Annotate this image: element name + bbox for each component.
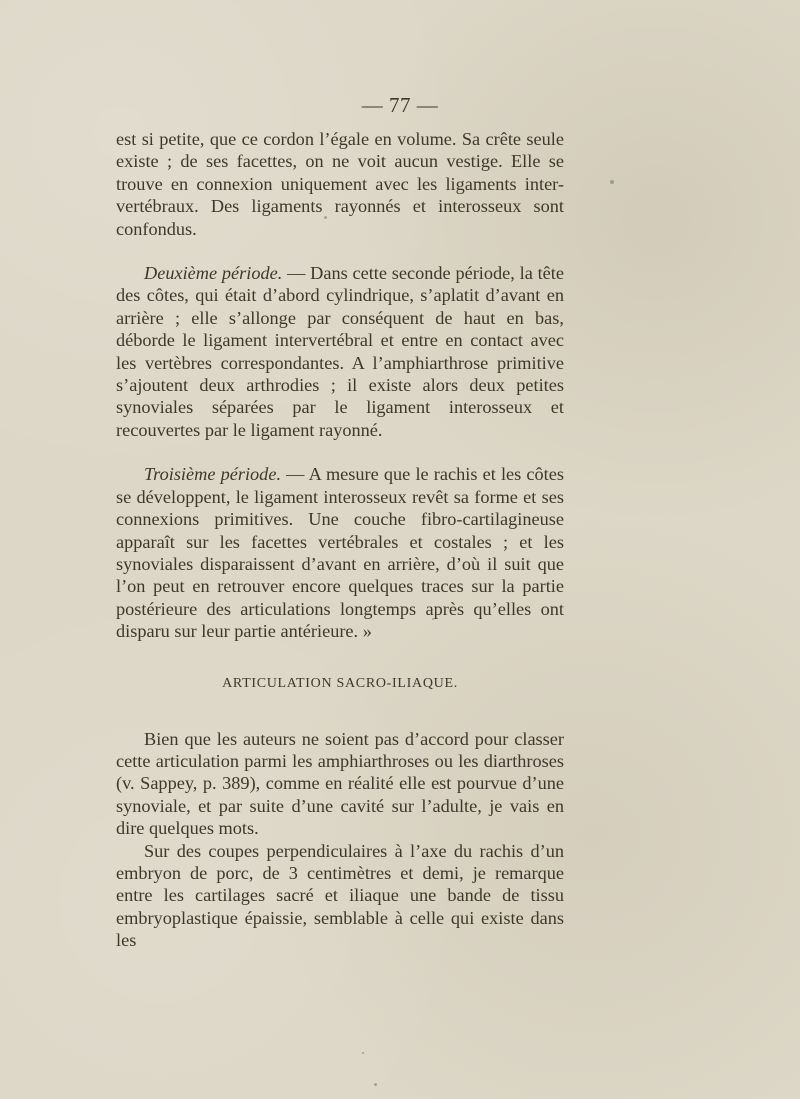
paragraph-5: Sur des coupes perpendiculaires à l’axe du rachis d’un embryon de porc, de 3 centimètres et demi, je remarque entre les cartilages sacré et iliaque une bande de tissu embryoplastique épaissie, semblable à celle qui existe dans les <box>116 840 564 951</box>
page-number: — 77 — <box>361 93 439 117</box>
paper-speck <box>432 618 434 620</box>
paragraph-spacing <box>116 441 564 463</box>
paper-speck <box>324 216 327 219</box>
paper-speck <box>610 180 614 184</box>
paragraph-2 <box>116 262 564 441</box>
troisieme-periode-text: — A mesure que le rachis et les côtes se développent, le ligament interosseux revêt sa forme et ses connexions primitives. Une couche fibro-cartilagineuse apparaît sur les facettes vertébrales et costales ; et les synoviales disparaissent d’avant en arrière, d’où il suit que l’on peut en retrouver encore quelques traces sur la partie postérieure des articulations longtemps après qu’elles ont disparu sur leur partie antérieure. » <box>116 464 564 642</box>
paper-speck <box>374 1083 377 1086</box>
paragraph-1: est si petite, que ce cordon l’égale en volume. Sa crête seule existe ; de ses facettes, on ne voit aucun vestige. Elle se trouve en connexion uniquement avec les ligaments inter-vertébraux. Des ligaments rayonnés et interosseux sont confondus. <box>116 129 564 239</box>
section-heading: ARTICULATION SACRO-ILIAQUE. <box>222 675 458 691</box>
paragraph-4: Bien que les auteurs ne soient pas d’accord pour classer cette articulation parmi les amphiarthroses ou les diarthroses (v. Sappey, p. 389), comme en réalité elle est pourvue d’une synoviale, et par suite d’une cavité sur l’adulte, je vais en dire quelques mots. <box>116 728 564 839</box>
deuxieme-periode-text: — Dans cette seconde période, la tête des côtes, qui était d’abord cylindrique, s’aplatit d’avant en arrière ; elle s’allonge par conséquent de haut en bas, déborde le ligament intervertébral et entre en contact avec les vertèbres correspondantes. A l’amphiarthrose primitive s’ajoutent deux arthrodies ; il existe alors deux petites synoviales séparées par le ligament interosseux et recouvertes par le ligament rayonné. <box>116 263 564 440</box>
paper-speck <box>362 1052 364 1054</box>
troisieme-periode-label: Troisième période. <box>144 464 282 485</box>
paragraph-spacing <box>116 240 564 262</box>
document-body <box>116 128 564 952</box>
deuxieme-periode-label: Deuxième période. <box>144 263 283 284</box>
paragraph-3 <box>116 463 564 642</box>
